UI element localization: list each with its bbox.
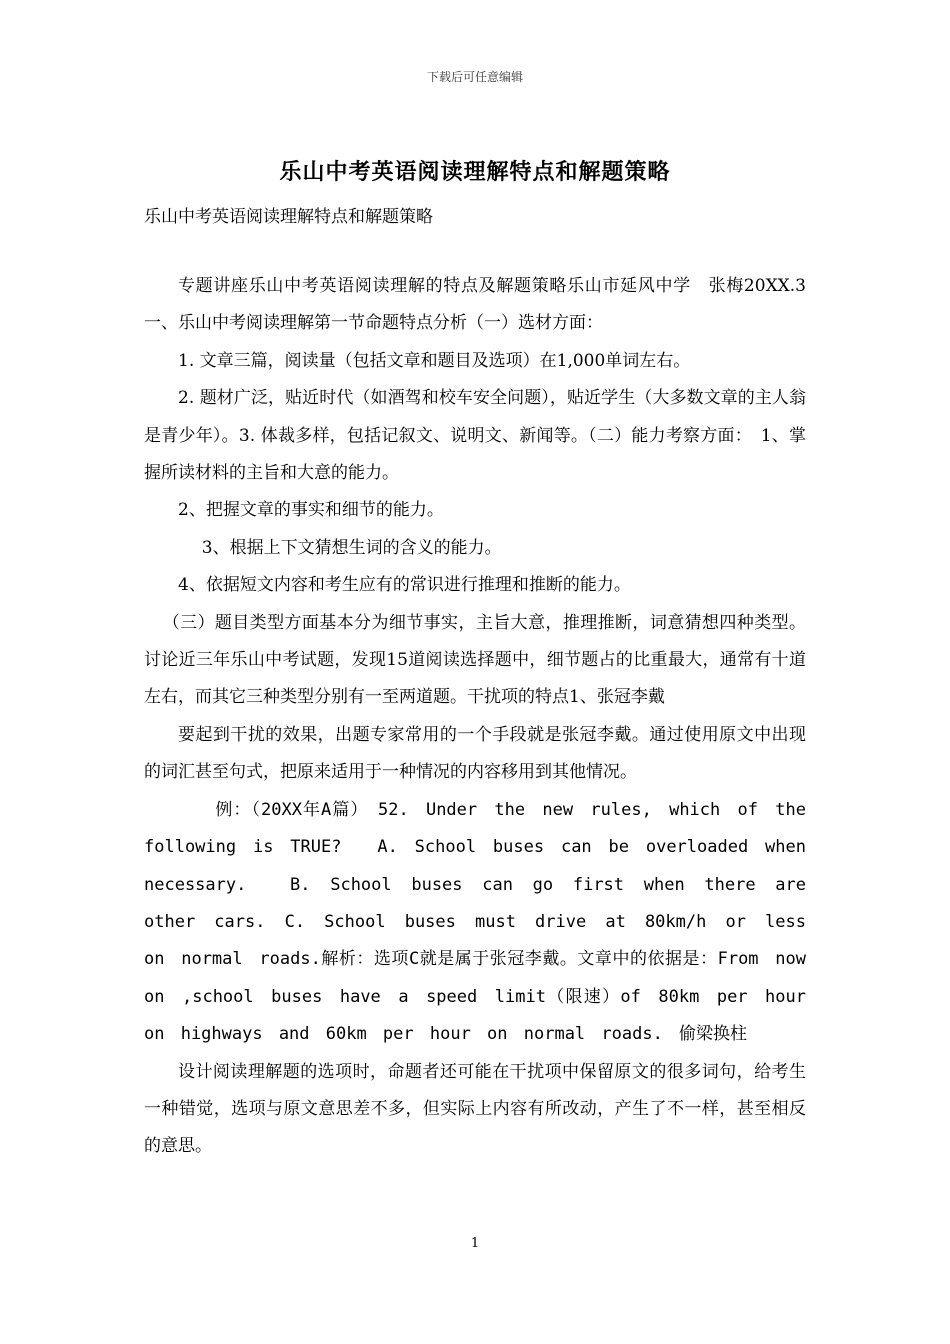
page-number: 1 — [470, 1236, 480, 1251]
document-body — [144, 268, 806, 1166]
paragraph-ability-4: 4、依据短文内容和考生应有的常识进行推理和推断的能力。 — [178, 575, 631, 596]
paragraph-item-1: 1. 文章三篇，阅读量（包括文章和题目及选项）在1,000单词左右。 — [178, 350, 691, 371]
document-title: 乐山中考英语阅读理解特点和解题策略 — [279, 159, 671, 185]
document-subtitle: 乐山中考英语阅读理解特点和解题策略 — [144, 207, 433, 227]
paragraph-intro: 专题讲座乐山中考英语阅读理解的特点及解题策略乐山市延风中学 张梅20XX.3一、乐山中考阅读理解第一节命题特点分析（一）选材方面： — [144, 276, 806, 334]
paragraph-question-types: （三）题目类型方面基本分为细节事实，主旨大意，推理推断，词意猜想四种类型。讨论近三年乐山中考试题，发现15道阅读选择题中，细节题占的比重最大，通常有十道左右，而其它三种类型分别有一至两道题。干扰项的特点1、张冠李戴 — [144, 612, 806, 708]
header-note: 下载后可任意编辑 — [426, 70, 523, 84]
paragraph-ability-2: 2、把握文章的事实和细节的能力。 — [178, 500, 444, 521]
paragraph-distractor-2: 设计阅读理解题的选项时，命题者还可能在干扰项中保留原文的很多词句，给考生一种错觉，选项与原文意思差不多，但实际上内容有所改动，产生了不一样，甚至相反的意思。 — [144, 1061, 806, 1157]
paragraph-distractor-1: 要起到干扰的效果，出题专家常用的一个手段就是张冠李戴。通过使用原文中出现的词汇甚至句式，把原来适用于一种情况的内容移用到其他情况。 — [144, 724, 806, 783]
paragraph-example: 例：（20XX年A篇） 52. Under the new rules, which of the following is TRUE? A. School buses can be overloaded when necessary. B. School buses can go first when there are other cars. C. School buses must drive at 80km/h or less on normal roads.解析：选项C就是属于张冠李戴。文章中的依据是：From now on ,school buses have a speed limit（限速）of 80km per hour on highways and 60km per hour on normal roads. 偷梁换柱 — [144, 799, 806, 1045]
paragraph-ability-3: 3、根据上下文猜想生词的含义的能力。 — [201, 537, 502, 558]
paragraph-item-2: 2. 题材广泛，贴近时代（如酒驾和校车安全问题），贴近学生（大多数文章的主人翁是青少年）。3. 体裁多样，包括记叙文、说明文、新闻等。（二）能力考察方面： 1、掌握所读材料的主旨和大意的能力。 — [144, 388, 806, 484]
